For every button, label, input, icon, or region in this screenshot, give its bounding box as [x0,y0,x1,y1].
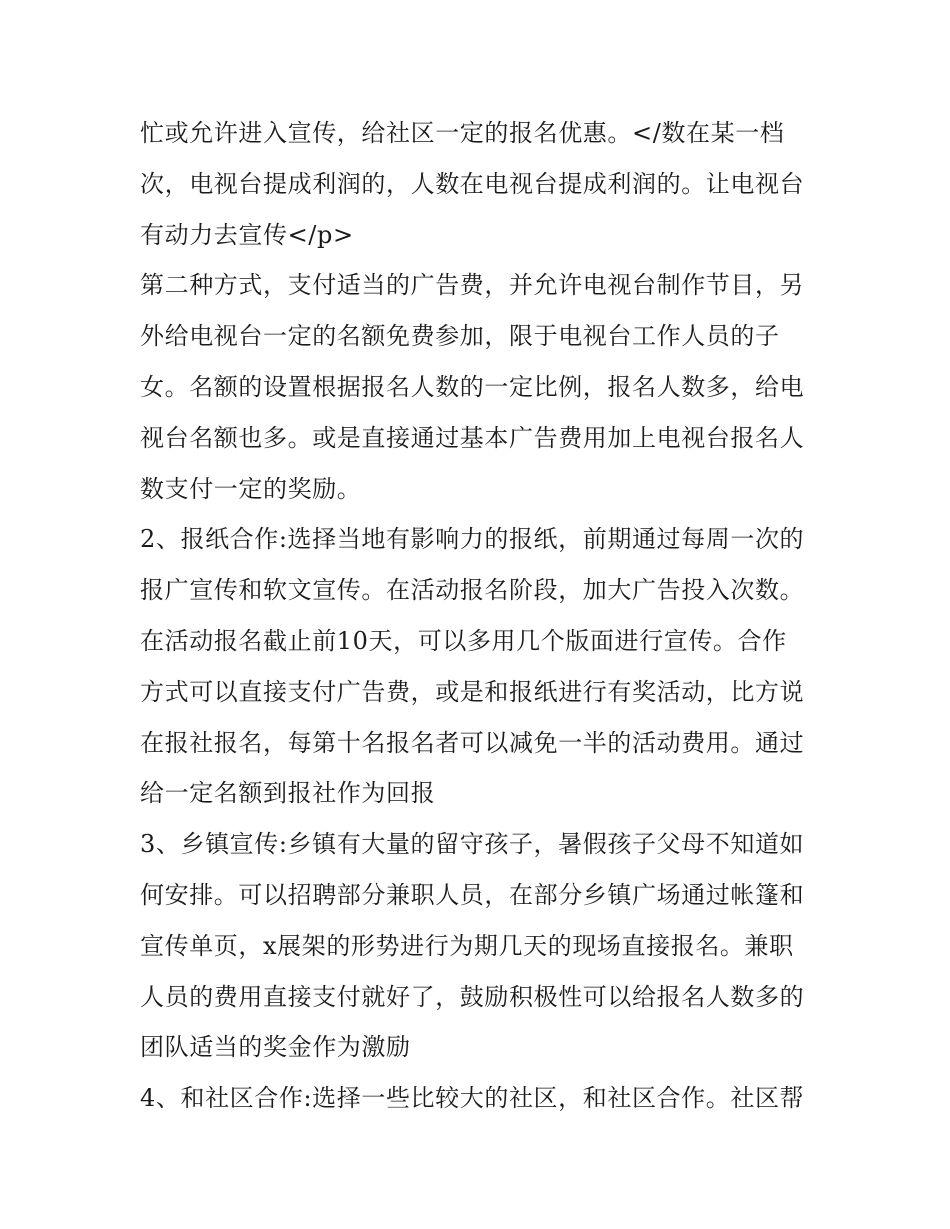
text-line: 忙或允许进入宣传，给社区一定的报名优惠。</数在某一档 [140,119,785,147]
text-line: 次，电视台提成利润的，人数在电视台提成利润的。让电视台 [140,169,805,198]
text-line: 有动力去宣传</p> [140,220,354,249]
text-line: 团队适当的奖金作为激励 [140,1033,411,1062]
text-line: 女。名额的设置根据报名人数的一定比例，报名人数多，给电 [140,372,805,401]
text-line: 报广宣传和软文宣传。在活动报名阶段，加大广告投入次数。 [140,576,805,605]
text-line: 第二种方式，支付适当的广告费，并允许电视台制作节目，另 [140,271,805,300]
text-line: 外给电视台一定的名额免费参加，限于电视台工作人员的子 [140,322,780,351]
text-line: 给一定名额到报社作为回报 [140,779,436,808]
text-line: 4、和社区合作:选择一些比较大的社区，和社区合作。社区帮 [140,1084,805,1113]
text-line: 2、报纸合作:选择当地有影响力的报纸，前期通过每周一次的 [140,525,805,554]
text-line: 人员的费用直接支付就好了，鼓励积极性可以给报名人数多的 [140,982,805,1011]
text-line: 何安排。可以招聘部分兼职人员，在部分乡镇广场通过帐篷和 [140,880,805,909]
document-body [140,108,820,1124]
text-line: 数支付一定的奖励。 [140,474,362,503]
text-line: 视台名额也多。或是直接通过基本广告费用加上电视台报名人 [140,423,805,452]
text-line: 宣传单页，x展架的形势进行为期几天的现场直接报名。兼职 [140,931,794,960]
text-line: 3、乡镇宣传:乡镇有大量的留守孩子，暑假孩子父母不知道如 [140,830,805,859]
text-line: 在活动报名截止前10天，可以多用几个版面进行宣传。合作 [140,626,787,655]
text-line: 在报社报名，每第十名报名者可以减免一半的活动费用。通过 [140,728,805,757]
text-line: 方式可以直接支付广告费，或是和报纸进行有奖活动，比方说 [140,677,805,706]
